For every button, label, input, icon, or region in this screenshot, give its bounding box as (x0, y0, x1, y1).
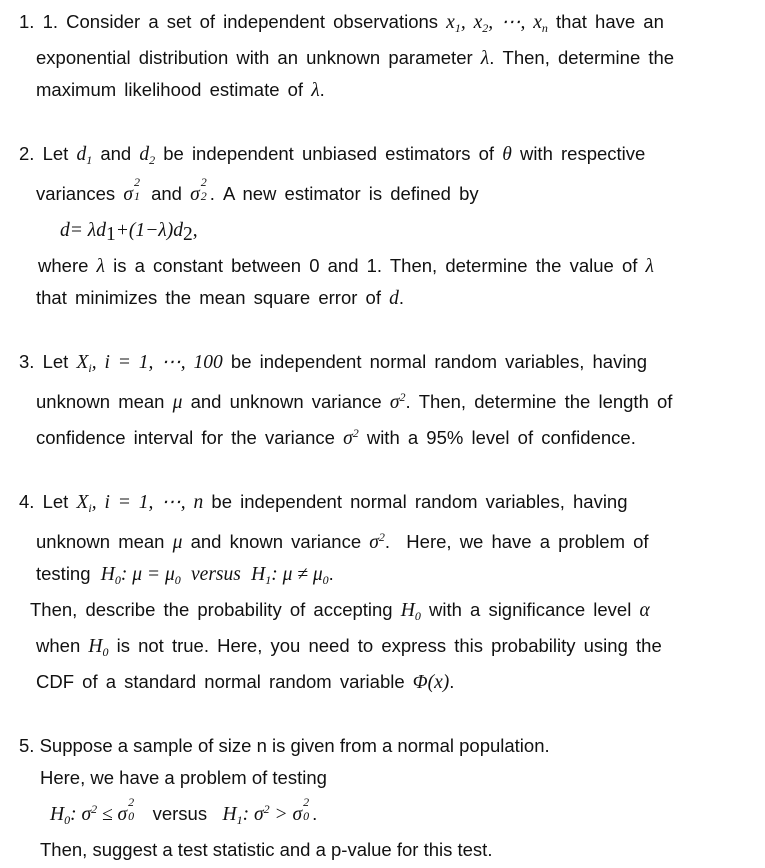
problem-line: when $H_0$ is not true. Here, you need to express this probability using the (36, 635, 662, 659)
problem-line: CDF of a standard normal random variable Φ(x). (36, 671, 455, 693)
problem-line: Here, we have a problem of testing (40, 767, 327, 788)
problem-line: 1. 1. Consider a set of independent observations $x_1$, $x_2$, ⋯, $x_n$ that have an (19, 11, 664, 35)
problem-line: 5. Suppose a sample of size n is given from a normal population. (19, 735, 550, 756)
problem-number: 2. (19, 143, 35, 164)
problem-number: 3. (19, 351, 35, 372)
problem-line: Then, suggest a test statistic and a p-value for this test. (40, 839, 493, 860)
problem-line: unknown mean μ and known variance $\sigma^2$. Here, we have a problem of (36, 530, 649, 553)
math: $x_1$, $x_2$, ⋯, $x_n$ (446, 12, 548, 35)
problem-number: 1. (19, 11, 35, 32)
problem-line: Then, describe the probability of accepting $H_0$ with a significance level α (30, 599, 650, 623)
problem-line: maximum likelihood estimate of λ. (36, 79, 325, 101)
problem-line: variances σ 2 1 and σ 2 2 . A new estimator is defined by (36, 175, 479, 205)
equation: $d= \lambda d_1+(1-\lambda)d_2$, (60, 220, 198, 245)
problem-line: 3. Let $X_i$, i = 1, ⋯, 100 be independent normal random variables, having (19, 351, 648, 375)
problem-line: exponential distribution with an unknown parameter λ. Then, determine the (36, 47, 675, 69)
problem-line: unknown mean μ and unknown variance $\sigma^2$. Then, determine the length of (36, 390, 673, 413)
problem-line: confidence interval for the variance $\sigma^2$ with a 95% level of confidence. (36, 426, 636, 449)
problem-number: 4. (19, 491, 35, 512)
problem-line: 2. Let $d_1$ and $d_2$ be independent unbiased estimators of θ with respective (19, 143, 646, 167)
problem-line: that minimizes the mean square error of d. (36, 287, 405, 309)
problem-line: where λ is a constant between 0 and 1. Then, determine the value of λ (38, 255, 654, 277)
problem-line: testing $H_0$: $\mu = \mu_0$ versus $H_1$: $\mu \ne \mu_0$. (36, 563, 334, 587)
problem-line: 4. Let $X_i$, i = 1, ⋯, n be independent normal random variables, having (19, 491, 628, 515)
hypotheses: $H_0$: $\sigma^2 \le \sigma$ 2 0 versus $H_1$: $\sigma^2 > \sigma$ 2 0 . (50, 795, 318, 827)
problem-number: 5. (19, 735, 35, 756)
